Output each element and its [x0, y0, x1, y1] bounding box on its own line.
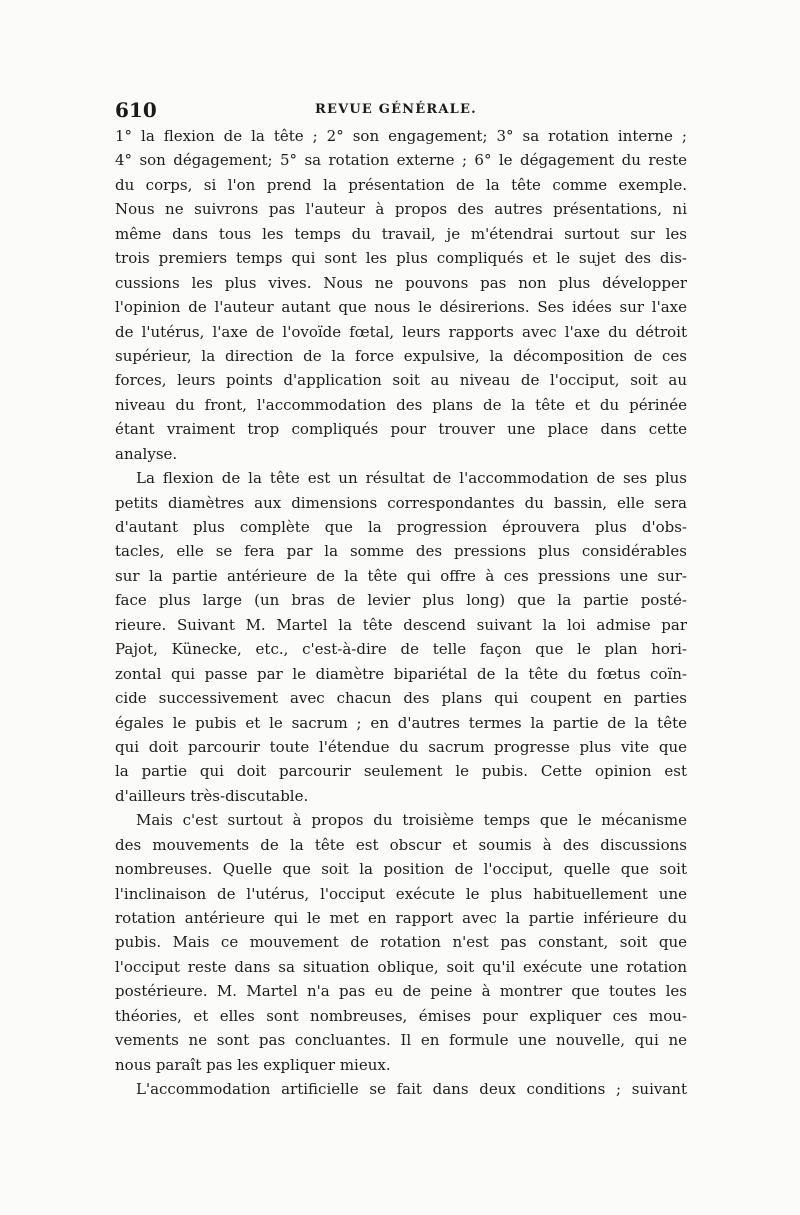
text-line: Nous ne suivrons pas l'auteur à propos des autres présentations, ni: [115, 200, 687, 219]
text-line: nous paraît pas les expliquer mieux.: [115, 1055, 391, 1074]
text-line: forces, leurs points d'application soit au niveau de l'occiput, soit au: [115, 371, 687, 390]
text-line: La flexion de la tête est un résultat de l'accommodation de ses plus: [136, 469, 687, 488]
page-header: [115, 98, 687, 124]
text-line: Mais c'est surtout à propos du troisième temps que le mécanisme: [136, 811, 687, 830]
text-line: de l'utérus, l'axe de l'ovoïde fœtal, leurs rapports avec l'axe du détroit: [115, 322, 687, 341]
text-line: supérieur, la direction de la force expulsive, la décomposition de ces: [115, 346, 687, 365]
running-title: REVUE GÉNÉRALE.: [315, 102, 477, 117]
text-line: la partie qui doit parcourir seulement le pubis. Cette opinion est: [115, 762, 687, 781]
text-line: zontal qui passe par le diamètre bipariétal de la tête du fœtus coïn-: [115, 664, 687, 683]
text-line: du corps, si l'on prend la présentation de la tête comme exemple.: [115, 175, 687, 194]
text-line: rotation antérieure qui le met en rapport avec la partie inférieure du: [115, 909, 687, 927]
text-line: étant vraiment trop compliqués pour trouver une place dans cette: [115, 420, 687, 439]
text-line: l'opinion de l'auteur autant que nous le désirerions. Ses idées sur l'axe: [115, 298, 687, 317]
text-line: 4° son dégagement; 5° sa rotation externe ; 6° le dégagement du reste: [115, 151, 687, 170]
text-line: d'autant plus complète que la progression éprouvera plus d'obs-: [115, 518, 687, 536]
text-line: sur la partie antérieure de la tête qui offre à ces pressions une sur-: [115, 566, 687, 585]
text-line: l'inclinaison de l'utérus, l'occiput exécute le plus habituellement une: [115, 884, 687, 903]
text-line: cide successivement avec chacun des plans qui coupent en parties: [115, 689, 687, 708]
text-line: niveau du front, l'accommodation des plans de la tête et du périnée: [115, 395, 687, 414]
text-line: analyse.: [115, 444, 178, 463]
text-line: tacles, elle se fera par la somme des pressions plus considérables: [115, 542, 687, 561]
text-line: vements ne sont pas concluantes. Il en formule une nouvelle, qui ne: [115, 1031, 687, 1050]
text-line: égales le pubis et le sacrum ; en d'autres termes la partie de la tête: [115, 713, 687, 732]
text-line: d'ailleurs très-discutable.: [115, 786, 309, 805]
body-text: [115, 124, 687, 1102]
text-line: 1° la flexion de la tête ; 2° son engagement; 3° sa rotation interne ;: [115, 127, 687, 145]
text-line: trois premiers temps qui sont les plus compliqués et le sujet des dis-: [115, 249, 687, 268]
text-line: postérieure. M. Martel n'a pas eu de peine à montrer que toutes les: [115, 982, 687, 1001]
text-line: petits diamètres aux dimensions correspondantes du bassin, elle sera: [115, 493, 687, 512]
text-line: pubis. Mais ce mouvement de rotation n'est pas constant, soit que: [115, 933, 687, 952]
text-line: l'occiput reste dans sa situation oblique, soit qu'il exécute une rotation: [115, 957, 687, 976]
text-line: L'accommodation artificielle se fait dans deux conditions ; suivant: [136, 1080, 687, 1099]
text-line: face plus large (un bras de levier plus long) que la partie posté-: [115, 591, 687, 610]
text-line: Pajot, Künecke, etc., c'est-à-dire de telle façon que le plan hori-: [115, 640, 687, 659]
text-line: rieure. Suivant M. Martel la tête descend suivant la loi admise par: [115, 615, 687, 634]
page-number: 610: [115, 98, 157, 122]
text-line: qui doit parcourir toute l'étendue du sacrum progresse plus vite que: [115, 737, 687, 756]
text-line: des mouvements de la tête est obscur et soumis à des discussions: [115, 835, 687, 854]
text-line: cussions les plus vives. Nous ne pouvons pas non plus développer: [115, 273, 687, 292]
text-line: nombreuses. Quelle que soit la position de l'occiput, quelle que soit: [115, 860, 687, 879]
text-line: théories, et elles sont nombreuses, émises pour expliquer ces mou-: [115, 1006, 687, 1025]
text-line: même dans tous les temps du travail, je m'étendrai surtout sur les: [115, 224, 687, 243]
